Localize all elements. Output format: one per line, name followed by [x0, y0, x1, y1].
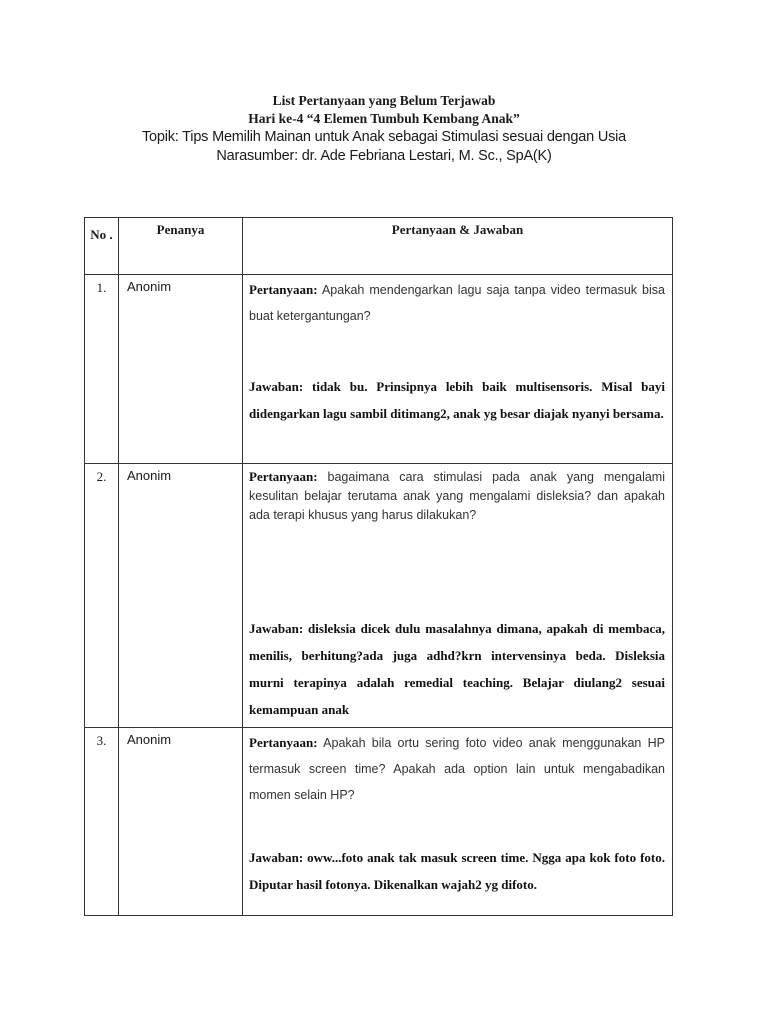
question-text — [249, 466, 665, 525]
column-header-asker: Penanya — [119, 218, 243, 275]
row-asker: Anonim — [119, 275, 243, 464]
question-label: Pertanyaan: — [249, 735, 318, 750]
row-number: 2. — [85, 464, 119, 728]
question-body: Apakah mendengarkan lagu saja tanpa video termasuk bisa buat ketergantungan? — [249, 283, 665, 323]
table-row — [85, 464, 673, 728]
table-row — [85, 275, 673, 464]
answer-text: Jawaban: oww...foto anak tak masuk screen time. Ngga apa kok foto foto. Diputar hasil fotonya. Dikenalkan wajah2 yg difoto. — [249, 850, 665, 892]
qa-table — [84, 217, 673, 916]
row-qa — [243, 275, 673, 464]
row-number: 1. — [85, 275, 119, 464]
question-body: Apakah bila ortu sering foto video anak menggunakan HP termasuk screen time? Apakah ada option lain untuk mengabadikan momen selain HP? — [249, 736, 665, 802]
document-speaker: Narasumber: dr. Ade Febriana Lestari, M. Sc., SpA(K) — [216, 148, 552, 164]
document-topic: Topik: Tips Memilih Mainan untuk Anak sebagai Stimulasi sesuai dengan Usia — [141, 129, 627, 145]
question-text — [249, 277, 665, 329]
document-title: List Pertanyaan yang Belum Terjawab — [272, 93, 496, 108]
column-header-no: No . — [85, 218, 119, 275]
question-label: Pertanyaan: — [249, 469, 318, 484]
answer-text: Jawaban: tidak bu. Prinsipnya lebih baik multisensoris. Misal bayi didengarkan lagu sambil ditimang2, anak yg besar diajak nyanyi bersama. — [249, 379, 665, 421]
column-header-qa: Pertanyaan & Jawaban — [243, 218, 673, 275]
row-number: 3. — [85, 728, 119, 916]
table-header-row — [85, 218, 673, 275]
row-qa — [243, 728, 673, 916]
question-label: Pertanyaan: — [249, 282, 318, 297]
question-text — [249, 730, 665, 808]
document-header — [0, 92, 768, 166]
row-qa — [243, 464, 673, 728]
table-row — [85, 728, 673, 916]
question-body: bagaimana cara stimulasi pada anak yang mengalami kesulitan belajar terutama anak yang mengalami disleksia? dan apakah ada terapi khusus yang harus dilakukan? — [249, 470, 665, 522]
answer-text: Jawaban: disleksia dicek dulu masalahnya dimana, apakah di membaca, menilis, berhitung?ada juga adhd?krn intervensinya beda. Disleksia murni terapinya adalah remedial teaching. Belajar diulang2 sesuai kemampuan anak — [249, 621, 665, 717]
row-asker: Anonim — [119, 728, 243, 916]
document-subtitle: Hari ke-4 “4 Elemen Tumbuh Kembang Anak” — [248, 111, 520, 126]
row-asker: Anonim — [119, 464, 243, 728]
